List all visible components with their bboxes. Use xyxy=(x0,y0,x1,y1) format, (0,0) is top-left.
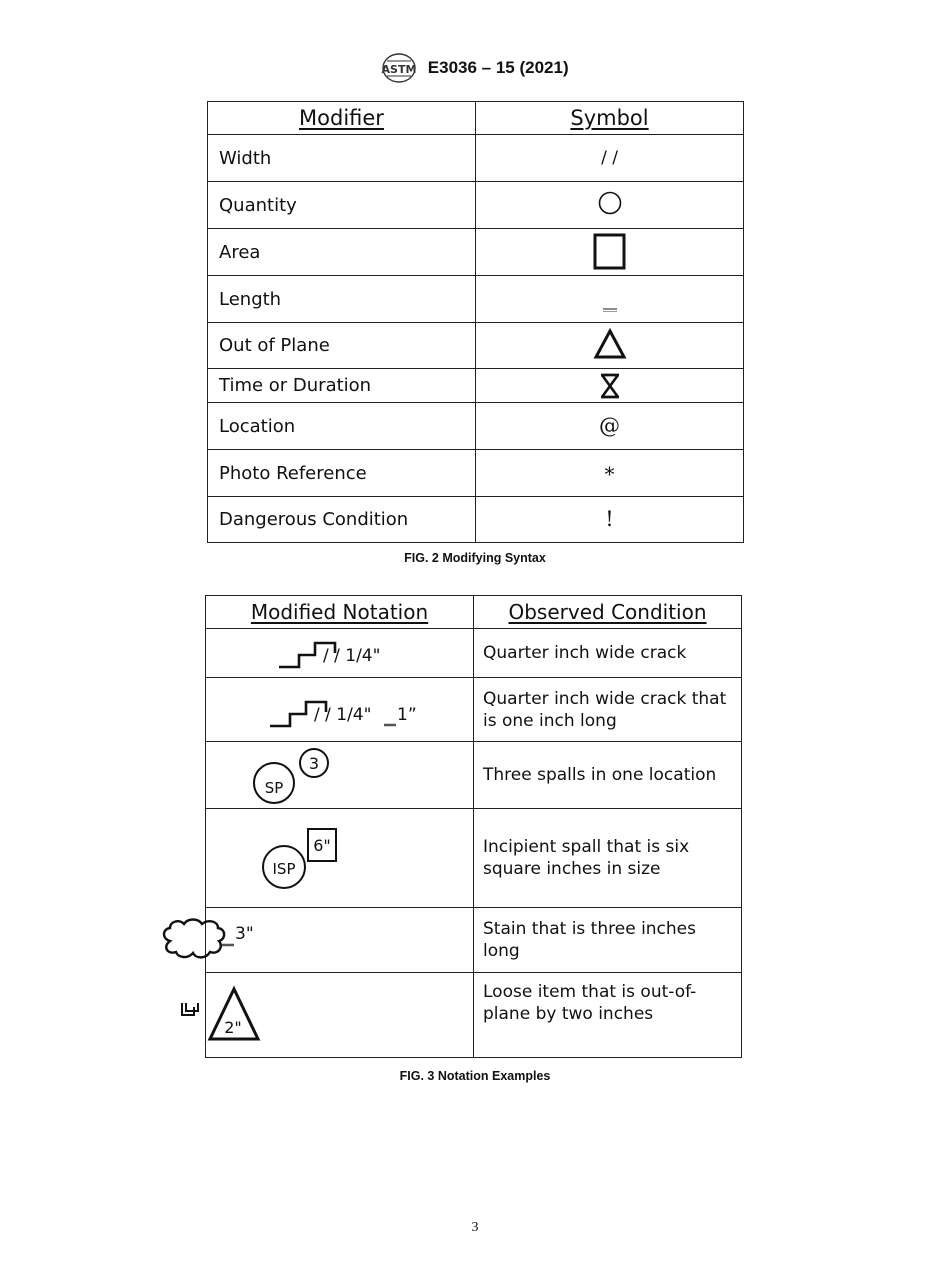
dangerous-condition-symbol: ! xyxy=(476,497,744,543)
modifier-label: Photo Reference xyxy=(208,450,476,497)
notation-examples-table xyxy=(205,595,742,1058)
table-row xyxy=(208,276,744,323)
condition-text: Quarter inch wide crack xyxy=(474,629,742,678)
quantity-symbol xyxy=(476,182,744,229)
modifier-label: Out of Plane xyxy=(208,323,476,369)
crack-width-text: / / 1/4" xyxy=(313,704,371,725)
stain-length-text: 3" xyxy=(235,924,254,944)
modifier-label: Quantity xyxy=(208,182,476,229)
underline-icon xyxy=(600,284,620,314)
spall-notation xyxy=(246,745,356,805)
table-row xyxy=(208,135,744,182)
modifier-label: Area xyxy=(208,229,476,276)
notation-header: Modified Notation xyxy=(206,596,474,629)
spall-area-text: 6" xyxy=(313,836,331,855)
area-symbol xyxy=(476,229,744,276)
loose-item-icon xyxy=(182,1003,198,1015)
stain-notation xyxy=(156,915,266,965)
table-row xyxy=(208,229,744,276)
table-row xyxy=(208,403,744,450)
length-symbol xyxy=(476,276,744,323)
table-row xyxy=(206,678,742,742)
hourglass-icon xyxy=(598,372,622,400)
svg-text:ASTM: ASTM xyxy=(381,63,417,76)
loose-item-notation xyxy=(176,983,286,1047)
page-number: 3 xyxy=(471,1220,479,1235)
notation-cell xyxy=(206,908,474,973)
table-row xyxy=(206,629,742,678)
standard-designation: E3036 – 15 (2021) xyxy=(427,58,569,77)
crack-length-notation xyxy=(260,688,420,732)
table-row xyxy=(206,973,742,1058)
circle-icon xyxy=(597,190,623,216)
astm-logo-icon xyxy=(381,52,417,84)
modifier-syntax-table xyxy=(207,101,744,543)
crack-width-text: / / 1/4" xyxy=(322,646,380,666)
spall-code-text: ISP xyxy=(272,860,296,878)
time-symbol xyxy=(476,369,744,403)
modifier-label: Length xyxy=(208,276,476,323)
condition-text: Three spalls in one location xyxy=(474,742,742,809)
spall-code-text: SP xyxy=(264,779,284,797)
notation-cell xyxy=(206,809,474,908)
table-header-row xyxy=(208,102,744,135)
modifier-label: Time or Duration xyxy=(208,369,476,403)
table-row xyxy=(208,497,744,543)
table-row xyxy=(208,323,744,369)
table-header-row xyxy=(206,596,742,629)
table-row xyxy=(206,908,742,973)
symbol-header: Symbol xyxy=(476,102,744,135)
stain-cloud-icon xyxy=(164,920,224,958)
table-row xyxy=(208,182,744,229)
page-header xyxy=(0,52,950,84)
photo-reference-symbol: * xyxy=(476,450,744,497)
modifier-label: Location xyxy=(208,403,476,450)
table-row xyxy=(208,450,744,497)
width-symbol: / / xyxy=(476,135,744,182)
square-icon xyxy=(593,233,627,271)
crack-notation xyxy=(275,633,405,673)
modifier-label: Dangerous Condition xyxy=(208,497,476,543)
condition-header: Observed Condition xyxy=(474,596,742,629)
offset-text: 2" xyxy=(224,1018,242,1037)
notation-cell xyxy=(206,629,474,678)
out-of-plane-symbol xyxy=(476,323,744,369)
fig2-caption: FIG. 2 Modifying Syntax xyxy=(404,551,546,565)
location-symbol: @ xyxy=(476,403,744,450)
triangle-icon xyxy=(593,328,627,360)
condition-text: Loose item that is out-of-plane by two inches xyxy=(474,973,742,1058)
crack-length-text: 1” xyxy=(396,704,417,725)
condition-text: Quarter inch wide crack that is one inch long xyxy=(474,678,742,742)
fig3-caption: FIG. 3 Notation Examples xyxy=(399,1069,551,1083)
table-row xyxy=(206,742,742,809)
table-row xyxy=(206,809,742,908)
table-row xyxy=(208,369,744,403)
spall-quantity-text: 3 xyxy=(308,754,320,773)
notation-cell xyxy=(206,678,474,742)
condition-text: Incipient spall that is six square inches in size xyxy=(474,809,742,908)
modifier-label: Width xyxy=(208,135,476,182)
notation-cell xyxy=(206,973,474,1058)
modifier-header: Modifier xyxy=(208,102,476,135)
condition-text: Stain that is three inches long xyxy=(474,908,742,973)
incipient-spall-notation xyxy=(256,825,366,891)
notation-cell xyxy=(206,742,474,809)
